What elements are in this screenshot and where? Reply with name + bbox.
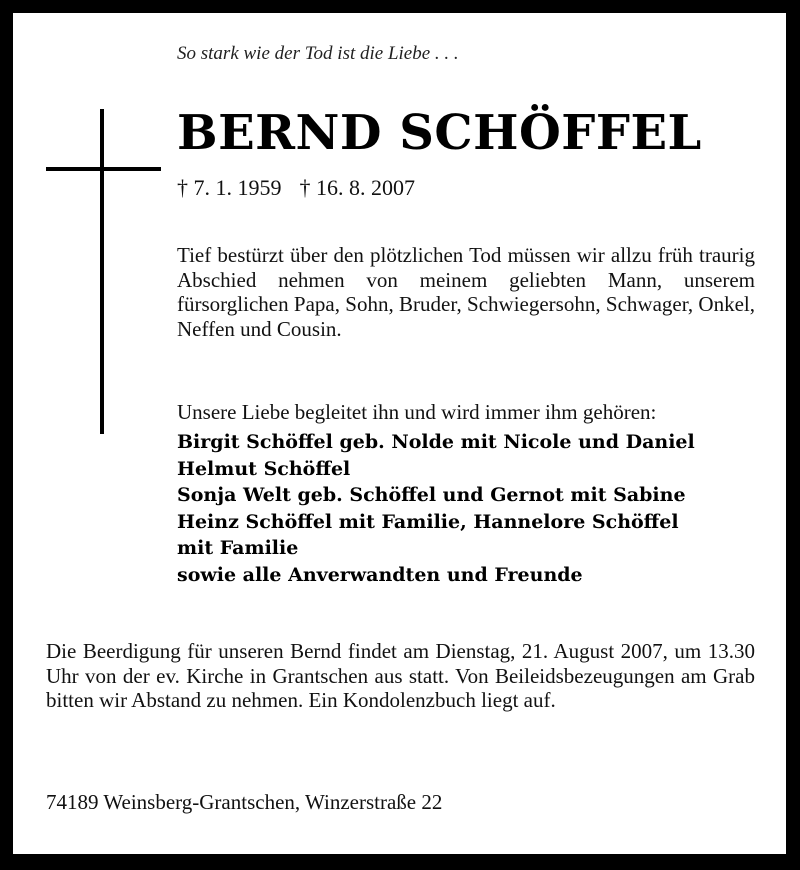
mourner-line: Sonja Welt geb. Schöffel und Gernot mit Sabine (177, 484, 686, 506)
condolence-message: Tief bestürzt über den plötzlichen Tod müssen wir allzu früh traurig Abschied nehmen von meinem geliebten Mann, unserem fürsorglichen Papa, Sohn, Bruder, Schwiegersohn, Schwager, Onkel, Neffen und Cousin. (177, 243, 755, 341)
address: 74189 Weinsberg-Grantschen, Winzerstraße 22 (46, 790, 443, 814)
mourner-line: Birgit Schöffel geb. Nolde mit Nicole und Daniel (177, 431, 695, 453)
birth-date: † 7. 1. 1959 (177, 175, 282, 200)
cross-icon-bar (46, 167, 161, 171)
funeral-info: Die Beerdigung für unseren Bernd findet am Dienstag, 21. August 2007, um 13.30 Uhr von der ev. Kirche in Grantschen aus statt. Von Beileidsbezeugungen am Grab bitten wir Abstand zu nehmen. Ein Kondolenzbuch liegt auf. (46, 639, 755, 712)
mourner-line: mit Familie (177, 537, 299, 559)
mourners-list (177, 429, 777, 588)
mourner-line: Heinz Schöffel mit Familie, Hannelore Schöffel (177, 510, 679, 533)
obituary-notice (13, 13, 786, 854)
death-date: † 16. 8. 2007 (299, 175, 415, 200)
motto: So stark wie der Tod ist die Liebe . . . (177, 43, 459, 64)
mourner-line: sowie alle Anverwandten und Freunde (177, 563, 583, 586)
mourners-intro: Unsere Liebe begleitet ihn und wird immer ihm gehören: (177, 400, 657, 424)
mourner-line: Helmut Schöffel (177, 457, 351, 480)
cross-icon (100, 109, 104, 434)
deceased-name: BERND SCHÖFFEL (177, 105, 702, 161)
life-dates (177, 175, 415, 201)
